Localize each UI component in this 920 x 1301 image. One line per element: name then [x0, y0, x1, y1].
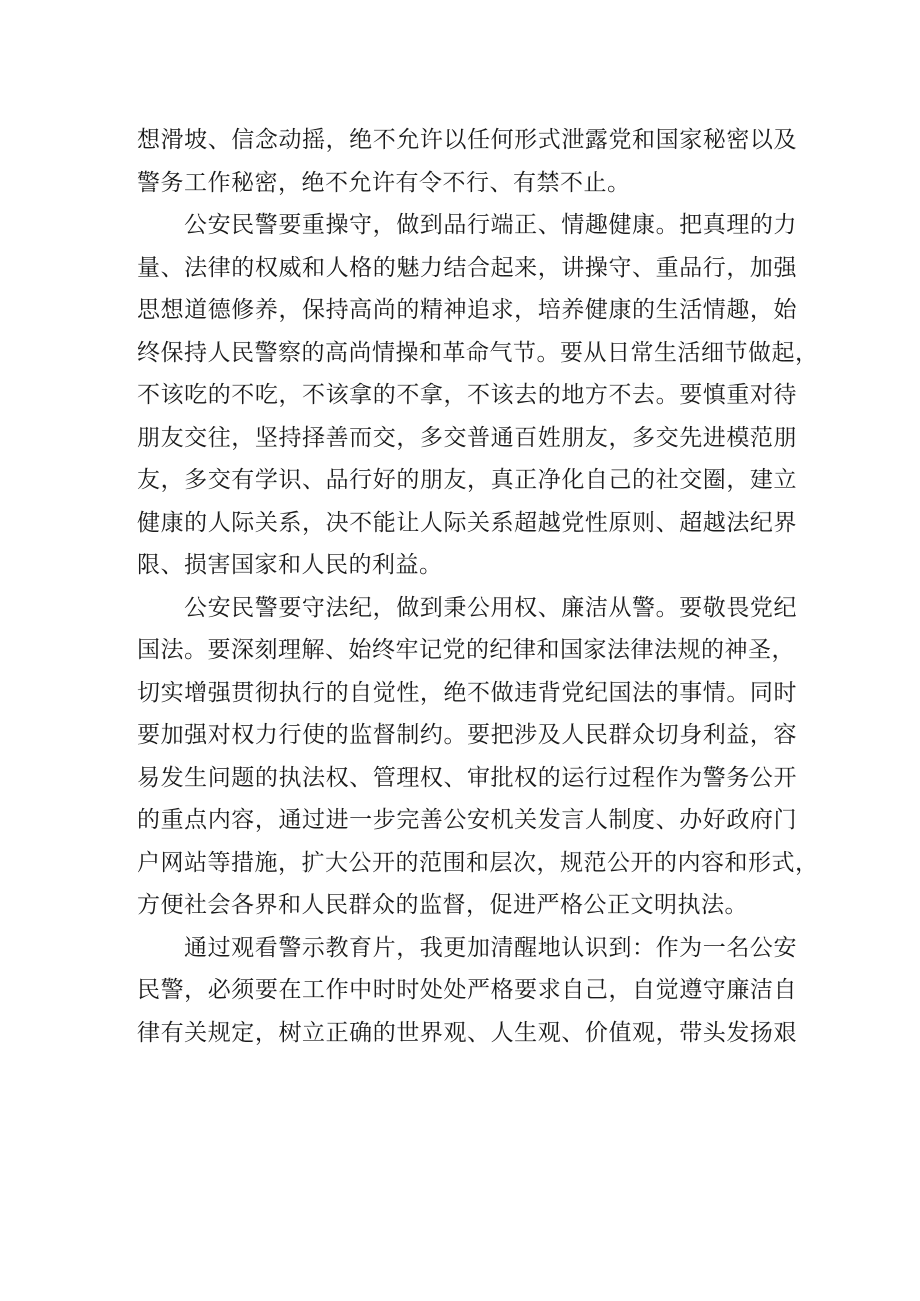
text-line: 民警，必须要在工作中时时处处严格要求自己，自觉遵守廉洁自 [137, 977, 797, 1003]
text-line: 公安民警要重操守，做到品行端正、情趣健康。把真理的力 [184, 212, 797, 238]
text-line: 户网站等措施，扩大公开的范围和层次，规范公开的内容和形式， [137, 849, 819, 876]
text-line: 的重点内容，通过进一步完善公安机关发言人制度、办好政府门 [137, 807, 797, 833]
text-line: 要加强对权力行使的监督制约。要把涉及人民群众切身利益，容 [137, 722, 797, 748]
text-line: 朋友交往，坚持择善而交，多交普通百姓朋友，多交先进模范朋 [137, 424, 797, 451]
text-line: 想滑坡、信念动摇，绝不允许以任何形式泄露党和国家秘密以及 [137, 127, 797, 153]
text-line: 友，多交有学识、品行好的朋友，真正净化自己的社交圈，建立 [137, 467, 797, 493]
text-line: 终保持人民警察的高尚情操和革命气节。要从日常生活细节做起， [137, 339, 819, 366]
text-line: 思想道德修养，保持高尚的精神追求，培养健康的生活情趣，始 [137, 297, 797, 323]
text-line: 限、损害国家和人民的利益。 [137, 552, 443, 578]
text-line: 不该吃的不吃，不该拿的不拿，不该去的地方不去。要慎重对待 [137, 382, 797, 408]
text-line: 健康的人际关系，决不能让人际关系超越党性原则、超越法纪界 [137, 509, 797, 536]
text-line: 公安民警要守法纪，做到秉公用权、廉洁从警。要敬畏党纪 [184, 594, 797, 621]
text-line: 方便社会各界和人民群众的监督，促进严格公正文明执法。 [137, 892, 748, 918]
text-line: 通过观看警示教育片，我更加清醒地认识到：作为一名公安 [184, 934, 797, 961]
text-line: 易发生问题的执法权、管理权、审批权的运行过程作为警务公开 [137, 764, 797, 791]
text-line: 量、法律的权威和人格的魅力结合起来，讲操守、重品行，加强 [137, 254, 797, 281]
text-line: 律有关规定，树立正确的世界观、人生观、价值观，带头发扬艰 [137, 1019, 797, 1046]
text-line: 警务工作秘密，绝不允许有令不行、有禁不止。 [137, 169, 631, 196]
body-text [137, 119, 819, 1054]
text-line: 国法。要深刻理解、始终牢记党的纪律和国家法律法规的神圣， [137, 637, 795, 663]
text-line: 切实增强贯彻执行的自觉性，绝不做违背党纪国法的事情。同时 [137, 679, 797, 706]
